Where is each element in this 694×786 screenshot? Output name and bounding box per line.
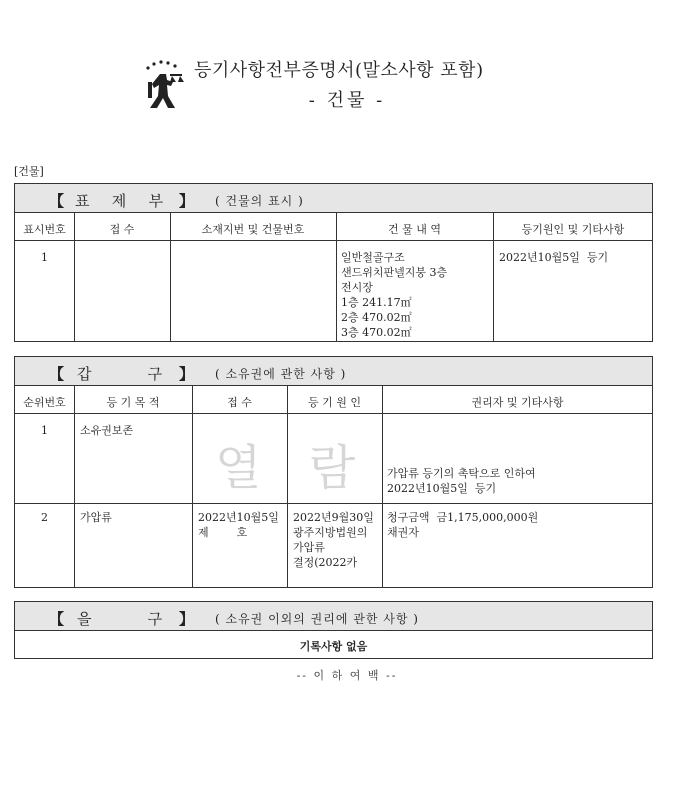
watermark-char: 열 xyxy=(215,440,262,496)
watermark-char: 람 xyxy=(309,440,356,496)
gapgu-col-received: 접 수 xyxy=(227,396,252,409)
document-subtitle: - 건물 - xyxy=(308,90,386,111)
pyoje-col-received: 접 수 xyxy=(109,223,135,236)
gapgu-header xyxy=(15,357,652,386)
gapgu-row-divider xyxy=(15,503,652,504)
eulgu-bracket-close: 】 xyxy=(179,610,195,628)
end-of-document-marker: -- 이 하 여 백 -- xyxy=(296,669,398,682)
pyoje-desc: ( 건물의 표시 ) xyxy=(215,194,304,208)
eulgu-bracket-open: 【 xyxy=(49,610,65,628)
eulgu-title: 을 구 xyxy=(77,610,165,628)
gapgu-row2-purpose: 가압류 xyxy=(80,511,112,524)
pyoje-col-cause: 등기원인 및 기타사항 xyxy=(521,223,625,236)
pyoje-title: 표 제 부 xyxy=(75,192,166,210)
eulgu-header xyxy=(15,602,652,631)
gapgu-row1-no: 1 xyxy=(41,424,48,437)
eulgu-desc: ( 소유권 이외의 권리에 관한 사항 ) xyxy=(215,612,419,626)
pyoje-header xyxy=(15,184,652,213)
gapgu-vline xyxy=(74,385,75,587)
gapgu-vline xyxy=(192,385,193,587)
gapgu-col-cause: 등 기 원 인 xyxy=(308,396,361,409)
gapgu-col-no: 순위번호 xyxy=(23,396,66,409)
gapgu-row2-received: 2022년10월5일 제 호 xyxy=(198,511,279,539)
pyoje-section xyxy=(14,183,653,342)
eulgu-section xyxy=(14,601,653,659)
pyoje-col-detail: 건 물 내 역 xyxy=(388,223,441,236)
gapgu-vline xyxy=(287,385,288,587)
pyoje-row-detail: 일반철골구조 샌드위치판넬지붕 3층 전시장 1층 241.17㎡ 2층 470.02㎡ 3층 470.02㎡ xyxy=(341,251,448,339)
gapgu-bracket-open: 【 xyxy=(49,365,65,383)
gapgu-row2-cause: 2022년9월30일 광주지방법원의 가압류 결정(2022카 xyxy=(293,511,374,569)
gapgu-row1-purpose: 소유권보존 xyxy=(80,424,134,437)
gapgu-col-divider xyxy=(15,413,652,414)
eulgu-none-text: 기록사항 없음 xyxy=(299,640,368,653)
pyoje-bracket-close: 】 xyxy=(179,192,195,210)
gapgu-row2-holder: 청구금액 금1,175,000,000원 채권자 xyxy=(387,511,539,539)
pyoje-row-cause: 2022년10월5일 등기 xyxy=(499,251,609,264)
gapgu-vline xyxy=(382,385,383,587)
gapgu-row2-no: 2 xyxy=(41,511,48,524)
pyoje-col-divider xyxy=(15,240,652,241)
gapgu-section xyxy=(14,356,653,588)
gapgu-desc: ( 소유권에 관한 사항 ) xyxy=(215,367,347,381)
document-title: 등기사항전부증명서(말소사항 포함) xyxy=(194,60,484,81)
gapgu-bracket-close: 】 xyxy=(179,365,195,383)
document-header xyxy=(0,50,694,120)
pyoje-bracket-open: 【 xyxy=(49,192,65,210)
pyoje-row-no: 1 xyxy=(41,251,48,264)
pyoje-col-no: 표시번호 xyxy=(23,223,66,236)
gapgu-title: 갑 구 xyxy=(77,365,165,383)
gapgu-col-purpose: 등 기 목 적 xyxy=(106,396,160,409)
pyoje-col-location: 소재지번 및 건물번호 xyxy=(201,223,305,236)
gapgu-row1-holder: 가압류 등기의 촉탁으로 인하여 2022년10월5일 등기 xyxy=(387,467,536,495)
gapgu-col-holder: 권리자 및 기타사항 xyxy=(471,396,564,409)
building-tag: [건물] xyxy=(14,165,44,178)
